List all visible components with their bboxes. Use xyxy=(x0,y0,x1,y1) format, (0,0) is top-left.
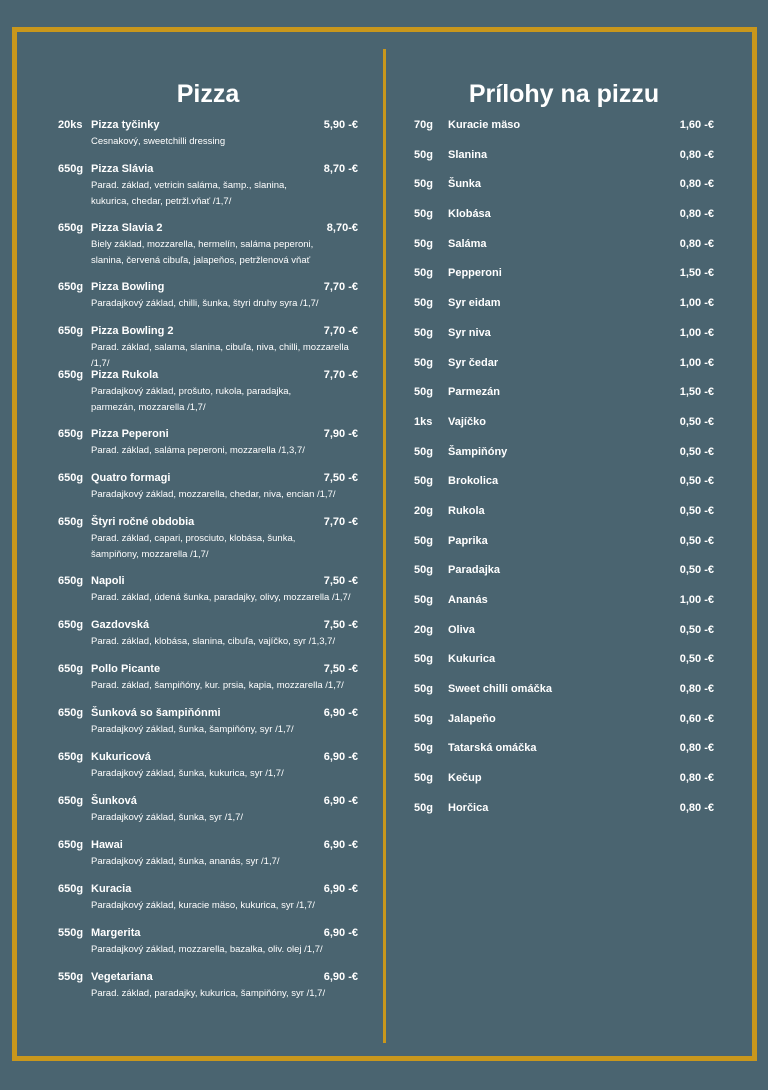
side-price: 0,80 -€ xyxy=(679,178,714,191)
side-weight: 50g xyxy=(414,237,433,250)
side-price: 1,00 -€ xyxy=(679,326,714,339)
pizza-description: Biely základ, mozzarella, hermelín, saláma peperoni, slanina, červená cibuľa, jalapeňos, petržlenová vňať xyxy=(91,239,314,266)
pizza-item xyxy=(58,366,358,425)
pizza-weight: 650g xyxy=(58,472,84,484)
side-weight: 50g xyxy=(414,445,433,458)
side-item xyxy=(414,739,714,769)
side-item xyxy=(414,680,714,710)
pizza-name: Šunková xyxy=(91,795,137,807)
side-price: 1,50 -€ xyxy=(679,267,714,280)
side-price: 0,80 -€ xyxy=(679,237,714,250)
pizza-item xyxy=(58,836,358,880)
side-name: Saláma xyxy=(448,237,487,250)
pizza-price: 8,70 -€ xyxy=(323,163,358,175)
pizza-weight: 550g xyxy=(58,971,84,983)
pizza-description: Paradajkový základ, chilli, šunka, štyri druhy syra /1,7/ xyxy=(91,298,319,309)
pizza-weight: 650g xyxy=(58,369,84,381)
side-price: 1,00 -€ xyxy=(679,356,714,369)
side-name: Šampiňóny xyxy=(448,445,508,458)
pizza-weight: 650g xyxy=(58,663,84,675)
side-name: Rukola xyxy=(448,504,485,517)
side-weight: 50g xyxy=(414,297,433,310)
pizza-price: 7,50 -€ xyxy=(323,575,358,587)
side-price: 1,00 -€ xyxy=(679,594,714,606)
pizza-name: Quatro formagi xyxy=(91,472,171,484)
pizza-price: 7,50 -€ xyxy=(323,619,358,631)
pizza-weight: 20ks xyxy=(58,119,83,131)
side-name: Kečup xyxy=(448,772,482,785)
side-name: Slanina xyxy=(448,148,488,161)
pizza-item xyxy=(58,660,358,704)
pizza-description: Paradajkový základ, kuracie mäso, kukurica, syr /1,7/ xyxy=(91,900,315,911)
side-weight: 50g xyxy=(414,356,433,369)
side-item xyxy=(414,294,714,324)
pizza-price: 7,50 -€ xyxy=(323,663,358,675)
side-name: Parmezán xyxy=(448,386,500,399)
side-item xyxy=(414,472,714,502)
pizza-description: Parad. základ, vetricin saláma, šamp., slanina, kukurica, chedar, petržl.vňať /1,7/ xyxy=(91,180,287,207)
side-price: 0,50 -€ xyxy=(679,415,714,428)
side-item xyxy=(414,443,714,473)
pizza-name: Kukuricová xyxy=(91,751,151,763)
pizza-weight: 650g xyxy=(58,795,84,807)
sides-section-title: Prílohy na pizzu xyxy=(468,80,660,108)
side-item xyxy=(414,621,714,651)
side-weight: 50g xyxy=(414,326,433,339)
pizza-description: Paradajkový základ, šunka, syr /1,7/ xyxy=(91,812,244,823)
pizza-item xyxy=(58,968,358,1012)
side-item xyxy=(414,146,714,176)
pizza-weight: 650g xyxy=(58,163,84,175)
side-item xyxy=(414,591,714,621)
pizza-weight: 650g xyxy=(58,619,84,631)
pizza-price: 6,90 -€ xyxy=(323,971,358,983)
side-item xyxy=(414,116,714,146)
pizza-item xyxy=(58,160,358,219)
side-price: 0,50 -€ xyxy=(679,445,714,458)
pizza-description: Paradajkový základ, mozzarella, bazalka, oliv. olej /1,7/ xyxy=(91,944,323,955)
pizza-item xyxy=(58,880,358,924)
side-weight: 50g xyxy=(414,653,433,666)
side-weight: 50g xyxy=(414,594,433,606)
side-price: 0,80 -€ xyxy=(679,772,714,785)
pizza-name: Pollo Picante xyxy=(91,663,161,675)
pizza-name: Pizza Slávia xyxy=(91,163,154,175)
side-price: 0,50 -€ xyxy=(679,504,714,517)
pizza-item xyxy=(58,572,358,616)
side-item xyxy=(414,532,714,562)
pizza-description: Paradajkový základ, šunka, ananás, syr /1,7/ xyxy=(91,856,280,867)
side-name: Syr čedar xyxy=(448,356,499,369)
column-divider xyxy=(383,49,386,1043)
side-weight: 20g xyxy=(414,623,433,636)
side-item xyxy=(414,383,714,413)
side-weight: 50g xyxy=(414,534,433,547)
pizza-weight: 650g xyxy=(58,839,84,851)
pizza-name: Gazdovská xyxy=(91,619,150,631)
side-item xyxy=(414,264,714,294)
side-item xyxy=(414,561,714,591)
side-item xyxy=(414,324,714,354)
pizza-description: Parad. základ, saláma peperoni, mozzarella /1,3,7/ xyxy=(91,445,305,456)
pizza-description: Parad. základ, údená šunka, paradajky, olivy, mozzarella /1,7/ xyxy=(91,592,351,603)
pizza-price: 8,70-€ xyxy=(326,222,358,234)
side-name: Šunka xyxy=(448,178,482,191)
side-price: 1,60 -€ xyxy=(679,119,714,131)
pizza-item xyxy=(58,513,358,572)
pizza-name: Pizza Slavia 2 xyxy=(91,222,163,234)
pizza-description: Cesnakový, sweetchilli dressing xyxy=(91,136,226,147)
side-item xyxy=(414,710,714,740)
pizza-section-title: Pizza xyxy=(176,80,240,108)
pizza-item xyxy=(58,704,358,748)
pizza-name: Pizza Peperoni xyxy=(91,428,169,440)
side-item xyxy=(414,502,714,532)
side-name: Sweet chilli omáčka xyxy=(448,683,552,696)
side-price: 0,50 -€ xyxy=(679,534,714,547)
side-weight: 50g xyxy=(414,208,433,221)
side-name: Kukurica xyxy=(448,653,496,666)
side-price: 1,50 -€ xyxy=(679,386,714,399)
pizza-item xyxy=(58,278,358,322)
side-price: 0,80 -€ xyxy=(679,683,714,696)
pizza-weight: 650g xyxy=(58,751,84,763)
pizza-item xyxy=(58,322,358,369)
pizza-price: 7,50 -€ xyxy=(323,472,358,484)
pizza-description: Paradajkový základ, prošuto, rukola, paradajka, parmezán, mozzarella /1,7/ xyxy=(91,386,292,413)
pizza-name: Napoli xyxy=(91,575,125,587)
pizza-price: 7,70 -€ xyxy=(323,369,358,381)
side-price: 0,50 -€ xyxy=(679,623,714,636)
pizza-description: Parad. základ, salama, slanina, cibuľa, niva, chilli, mozzarella /1,7/ xyxy=(91,342,349,369)
pizza-weight: 650g xyxy=(58,516,84,528)
pizza-price: 6,90 -€ xyxy=(323,839,358,851)
side-name: Oliva xyxy=(448,623,475,636)
pizza-name: Hawai xyxy=(91,839,123,851)
side-weight: 50g xyxy=(414,742,433,755)
pizza-weight: 650g xyxy=(58,281,84,293)
side-weight: 1ks xyxy=(414,415,433,428)
pizza-name: Pizza Rukola xyxy=(91,369,159,381)
side-name: Kuracie mäso xyxy=(448,119,521,131)
side-name: Paprika xyxy=(448,534,488,547)
pizza-item xyxy=(58,792,358,836)
pizza-description: Parad. základ, paradajky, kukurica, šampiňóny, syr /1,7/ xyxy=(91,988,326,999)
side-item xyxy=(414,769,714,799)
side-weight: 50g xyxy=(414,564,433,577)
side-price: 0,80 -€ xyxy=(679,742,714,755)
pizza-item xyxy=(58,616,358,660)
side-weight: 50g xyxy=(414,801,433,814)
pizza-description: Parad. základ, šampiňóny, kur. prsia, kapia, mozzarella /1,7/ xyxy=(91,680,344,691)
pizza-weight: 650g xyxy=(58,325,84,337)
side-price: 0,80 -€ xyxy=(679,148,714,161)
sides-list xyxy=(414,116,714,829)
side-name: Tatarská omáčka xyxy=(448,742,537,755)
side-weight: 50g xyxy=(414,267,433,280)
side-item xyxy=(414,413,714,443)
side-weight: 50g xyxy=(414,475,433,488)
side-price: 0,50 -€ xyxy=(679,475,714,488)
pizza-name: Pizza Bowling xyxy=(91,281,165,293)
side-weight: 50g xyxy=(414,683,433,696)
side-name: Klobása xyxy=(448,208,491,221)
side-price: 0,50 -€ xyxy=(679,653,714,666)
side-weight: 50g xyxy=(414,712,433,725)
pizza-price: 7,90 -€ xyxy=(323,428,358,440)
pizza-price: 6,90 -€ xyxy=(323,707,358,719)
pizza-item xyxy=(58,219,358,278)
pizza-item xyxy=(58,425,358,469)
side-price: 1,00 -€ xyxy=(679,297,714,310)
side-weight: 70g xyxy=(414,119,433,131)
side-name: Jalapeňo xyxy=(448,712,496,725)
side-price: 0,50 -€ xyxy=(679,564,714,577)
side-item xyxy=(414,175,714,205)
pizza-price: 7,70 -€ xyxy=(323,281,358,293)
pizza-price: 6,90 -€ xyxy=(323,883,358,895)
side-weight: 50g xyxy=(414,178,433,191)
side-name: Syr eidam xyxy=(448,297,501,310)
pizza-weight: 650g xyxy=(58,428,84,440)
side-item xyxy=(414,235,714,265)
side-item xyxy=(414,650,714,680)
pizza-description: Paradajkový základ, šunka, šampiňóny, syr /1,7/ xyxy=(91,724,294,735)
side-price: 0,80 -€ xyxy=(679,801,714,814)
pizza-price: 6,90 -€ xyxy=(323,751,358,763)
pizza-description: Parad. základ, capari, prosciuto, klobása, šunka, šampiňony, mozzarella /1,7/ xyxy=(91,533,296,560)
side-weight: 50g xyxy=(414,148,433,161)
pizza-item xyxy=(58,924,358,968)
pizza-name: Vegetariana xyxy=(91,971,153,983)
side-name: Pepperoni xyxy=(448,267,502,280)
pizza-name: Margerita xyxy=(91,927,141,939)
pizza-price: 7,70 -€ xyxy=(323,516,358,528)
pizza-item xyxy=(58,748,358,792)
pizza-price: 5,90 -€ xyxy=(323,119,358,131)
pizza-name: Štyri ročné obdobia xyxy=(91,516,195,528)
pizza-weight: 650g xyxy=(58,575,84,587)
pizza-weight: 650g xyxy=(58,883,84,895)
side-item xyxy=(414,354,714,384)
pizza-weight: 650g xyxy=(58,707,84,719)
pizza-list xyxy=(58,116,358,1012)
pizza-price: 6,90 -€ xyxy=(323,927,358,939)
pizza-item xyxy=(58,116,358,160)
pizza-description: Paradajkový základ, šunka, kukurica, syr /1,7/ xyxy=(91,768,284,779)
pizza-name: Kuracia xyxy=(91,883,132,895)
pizza-weight: 650g xyxy=(58,222,84,234)
pizza-name: Šunková so šampiňónmi xyxy=(91,707,221,719)
side-price: 0,80 -€ xyxy=(679,208,714,221)
pizza-price: 7,70 -€ xyxy=(323,325,358,337)
pizza-price: 6,90 -€ xyxy=(323,795,358,807)
side-name: Horčica xyxy=(448,801,489,814)
pizza-description: Paradajkový základ, mozzarella, chedar, niva, encian /1,7/ xyxy=(91,489,336,500)
side-name: Paradajka xyxy=(448,564,500,577)
side-weight: 20g xyxy=(414,504,433,517)
side-name: Vajíčko xyxy=(448,415,486,428)
side-item xyxy=(414,799,714,829)
pizza-name: Pizza tyčinky xyxy=(91,119,160,131)
side-name: Brokolica xyxy=(448,475,499,488)
side-item xyxy=(414,205,714,235)
pizza-weight: 550g xyxy=(58,927,84,939)
side-name: Syr niva xyxy=(448,326,491,339)
pizza-name: Pizza Bowling 2 xyxy=(91,325,174,337)
side-weight: 50g xyxy=(414,772,433,785)
pizza-item xyxy=(58,469,358,513)
side-name: Ananás xyxy=(448,594,488,606)
pizza-description: Parad. základ, klobása, slanina, cibuľa, vajíčko, syr /1,3,7/ xyxy=(91,636,336,647)
side-price: 0,60 -€ xyxy=(679,712,714,725)
side-weight: 50g xyxy=(414,386,433,399)
